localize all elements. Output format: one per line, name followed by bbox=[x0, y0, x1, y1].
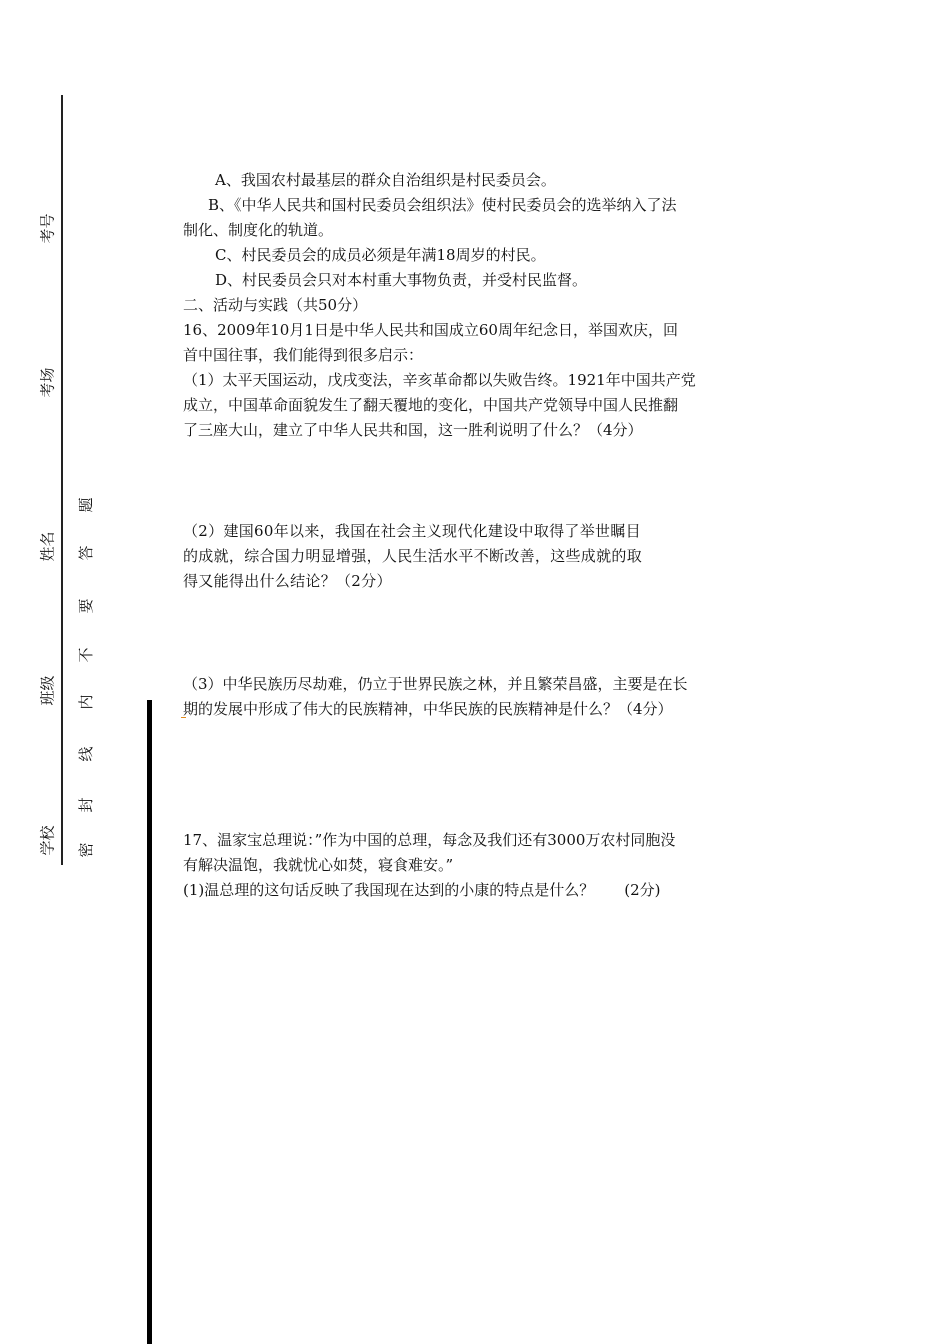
warning-char: 封 bbox=[77, 797, 95, 813]
field-name-label: 姓名 bbox=[38, 531, 57, 562]
q17-stem-line-2: 有解决温饱，我就忧心如焚，寝食难安。” bbox=[183, 856, 454, 874]
q16-2-line-2: 的成就，综合国力明显增强，人民生活水平不断改善，这些成就的取 bbox=[183, 547, 643, 565]
field-school-label: 学校 bbox=[38, 825, 57, 856]
option-c: C、村民委员会的成员必须是年满18周岁的村民。 bbox=[215, 246, 546, 264]
binding-line bbox=[61, 95, 63, 865]
warning-char: 要 bbox=[77, 598, 95, 614]
q16-3-line-2: 期的发展中形成了伟大的民族精神，中华民族的民族精神是什么？（4分） bbox=[183, 700, 673, 718]
q16-3-line-1: （3）中华民族历尽劫难，仍立于世界民族之林，并且繁荣昌盛，主要是在长 bbox=[183, 675, 688, 693]
q17-1: (1)温总理的这句话反映了我国现在达到的小康的特点是什么？ (2分) bbox=[183, 881, 661, 899]
option-b-line-2: 制化、制度化的轨道。 bbox=[183, 221, 334, 239]
q16-2-line-3: 得又能得出什么结论？（2分） bbox=[183, 572, 392, 590]
answer-space bbox=[183, 443, 745, 519]
warning-char: 线 bbox=[77, 746, 95, 762]
warning-char: 不 bbox=[77, 647, 95, 663]
answer-space bbox=[183, 594, 745, 672]
exam-content bbox=[183, 168, 745, 903]
q16-1-line-1: （1）太平天国运动，戊戌变法，辛亥革命都以失败告终。1921年中国共产党 bbox=[183, 371, 696, 389]
field-class-label: 班级 bbox=[38, 675, 57, 706]
q16-1-line-3: 了三座大山，建立了中华人民共和国，这一胜利说明了什么？（4分） bbox=[183, 421, 643, 439]
warning-char: 密 bbox=[77, 842, 95, 858]
option-b-line-1: B、《中华人民共和国村民委员会组织法》使村民委员会的选举纳入了法 bbox=[208, 196, 677, 214]
warning-char: 答 bbox=[77, 545, 95, 561]
section-title: 二、活动与实践（共50分） bbox=[183, 296, 368, 314]
option-d: D、村民委员会只对本村重大事物负责，并受村民监督。 bbox=[215, 271, 588, 289]
warning-char: 内 bbox=[77, 694, 95, 710]
warning-char: 题 bbox=[77, 497, 95, 513]
q16-2-line-1: （2）建国60年以来，我国在社会主义现代化建设中取得了举世瞩目 bbox=[183, 522, 641, 540]
option-a: A、我国农村最基层的群众自治组织是村民委员会。 bbox=[215, 171, 556, 189]
q17-stem-line-1: 17、温家宝总理说：”作为中国的总理，每念及我们还有3000万农村同胞没 bbox=[183, 831, 676, 849]
answer-space bbox=[183, 722, 745, 828]
field-exam-number-label: 考号 bbox=[38, 213, 57, 244]
q16-stem-line-2: 首中国往事，我们能得到很多启示： bbox=[183, 346, 424, 364]
binding-margin-bar bbox=[147, 700, 152, 1344]
q16-1-line-2: 成立，中国革命面貌发生了翻天覆地的变化，中国共产党领导中国人民推翻 bbox=[183, 396, 679, 414]
field-exam-room-label: 考场 bbox=[38, 367, 57, 398]
q16-stem-line-1: 16、2009年10月1日是中华人民共和国成立60周年纪念日，举国欢庆，回 bbox=[183, 321, 678, 339]
